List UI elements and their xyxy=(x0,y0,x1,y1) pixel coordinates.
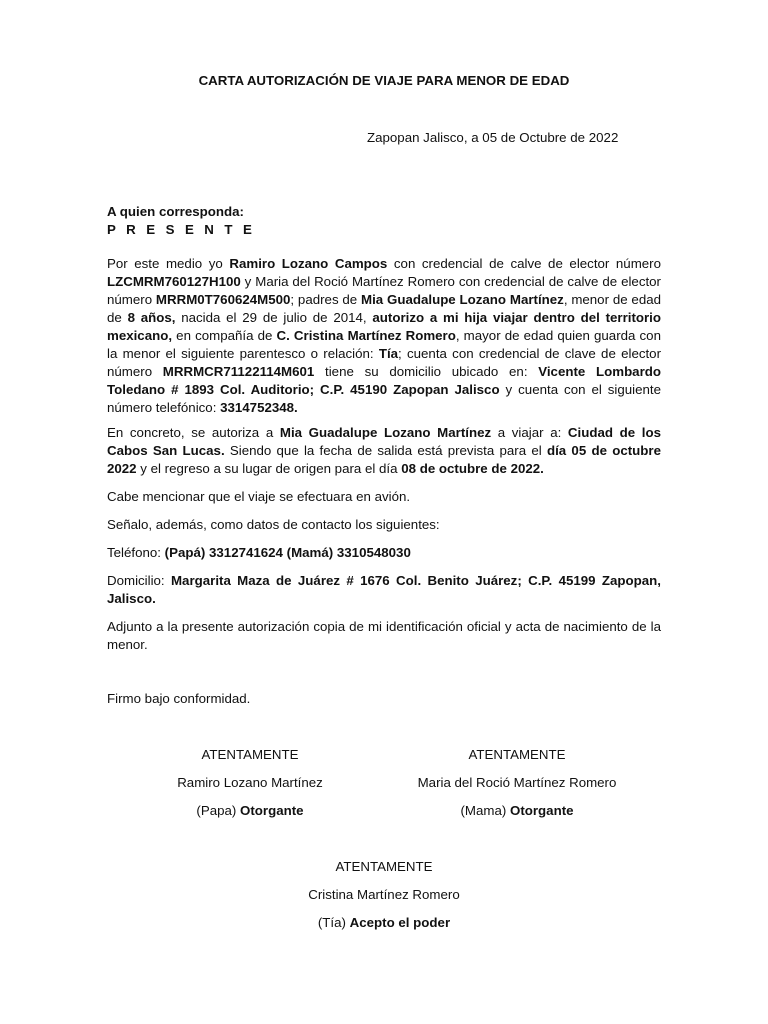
text-run: Por este medio yo xyxy=(107,256,230,271)
text-run: y Maria del Roció Martínez Romero con credencial de calve de elector número xyxy=(107,274,661,307)
bold-text-run: Ramiro Lozano Campos xyxy=(229,256,388,271)
bold-text-run: Margarita Maza de Juárez # 1676 Col. Benito Juárez; C.P. 45199 Zapopan, Jalisco. xyxy=(107,573,662,606)
bold-text-run: Mia Guadalupe Lozano Martínez xyxy=(361,292,564,307)
bold-text-run: Tía xyxy=(378,346,399,361)
signature-block-aunt xyxy=(254,858,514,942)
text-run: Cabe mencionar que el viaje se efectuara en avión. xyxy=(107,489,411,504)
paragraph-contact-intro xyxy=(107,516,661,534)
signature-block-mother xyxy=(387,746,647,830)
text-run: , mayor de edad quien guarda con la menor el siguiente parentesco o relación: xyxy=(107,328,661,361)
text-run: y el regreso a su lugar de origen para el día xyxy=(136,461,402,476)
text-run: tiene su domicilio ubicado en: xyxy=(314,364,539,379)
text-run: Adjunto a la presente autorización copia de mi identificación oficial y acta de nacimiento de la menor. xyxy=(107,619,661,652)
paragraph-address xyxy=(107,572,661,608)
bold-text-run: (Papá) 3312741624 (Mamá) 3310548030 xyxy=(164,545,411,560)
text-run: Domicilio: xyxy=(107,573,171,588)
date-line: Zapopan Jalisco, a 05 de Octubre de 2022 xyxy=(367,130,619,145)
addressee-block xyxy=(107,203,661,239)
signature-role: (Papa) Otorgante xyxy=(196,803,304,818)
paragraph-trip-details xyxy=(107,424,661,478)
bold-text-run: Mia Guadalupe Lozano Martínez xyxy=(279,425,492,440)
bold-text-run: Vicente Lombardo Toledano # 1893 Col. Auditorio; C.P. 45190 Zapopan Jalisco xyxy=(107,364,662,397)
presente-label: P R E S E N T E xyxy=(107,222,256,237)
text-run: Teléfono: xyxy=(107,545,165,560)
bold-text-run: MRRM0T760624M500 xyxy=(155,292,291,307)
bold-text-run: C. Cristina Martínez Romero xyxy=(276,328,456,343)
text-run: ; cuenta con credencial de clave de elector número xyxy=(107,346,662,379)
text-run: Siendo que la fecha de salida está prevista para el xyxy=(224,443,547,458)
text-run: a viajar a: xyxy=(491,425,568,440)
signature-role: (Mama) Otorgante xyxy=(460,803,574,818)
paragraph-travel-mode xyxy=(107,488,661,506)
signature-name: Maria del Roció Martínez Romero xyxy=(417,775,617,790)
document-title: CARTA AUTORIZACIÓN DE VIAJE PARA MENOR DE EDAD xyxy=(198,73,570,88)
paragraph-authorization xyxy=(107,255,661,417)
signature-block-father xyxy=(120,746,380,830)
text-run: con credencial de calve de elector número xyxy=(387,256,661,271)
text-run: Señalo, además, como datos de contacto los siguientes: xyxy=(107,517,440,532)
bold-text-run: 08 de octubre de 2022. xyxy=(401,461,544,476)
signature-name: Cristina Martínez Romero xyxy=(308,887,460,902)
text-run: y cuenta con el siguiente número telefónico: xyxy=(107,382,661,415)
text-run: nacida el 29 de julio de 2014, xyxy=(175,310,373,325)
text-run: En concreto, se autoriza a xyxy=(107,425,280,440)
paragraph-phone xyxy=(107,544,661,562)
bold-text-run: autorizo a mi hija viajar dentro del territorio mexicano, xyxy=(107,310,661,343)
bold-text-run: Ciudad de los Cabos San Lucas. xyxy=(107,425,661,458)
signature-heading: ATENTAMENTE xyxy=(335,859,433,874)
signature-heading: ATENTAMENTE xyxy=(201,747,299,762)
paragraph-closing xyxy=(107,690,661,708)
bold-text-run: LZCMRM760127H100 xyxy=(107,274,241,289)
signature-role: (Tía) Acepto el poder xyxy=(317,915,451,930)
bold-text-run: MRRMCR71122114M601 xyxy=(162,364,315,379)
bold-text-run: 8 años, xyxy=(127,310,176,325)
text-run: en compañía de xyxy=(172,328,277,343)
signature-name: Ramiro Lozano Martínez xyxy=(177,775,323,790)
text-run: , menor de edad de xyxy=(107,292,662,325)
bold-text-run: día 05 de octubre 2022 xyxy=(107,443,661,476)
signature-heading: ATENTAMENTE xyxy=(468,747,566,762)
addressee: A quien corresponda: xyxy=(107,204,244,219)
text-run: Firmo bajo conformidad. xyxy=(107,691,251,706)
paragraph-attachments xyxy=(107,618,661,654)
text-run: ; padres de xyxy=(290,292,362,307)
bold-text-run: 3314752348. xyxy=(220,400,298,415)
